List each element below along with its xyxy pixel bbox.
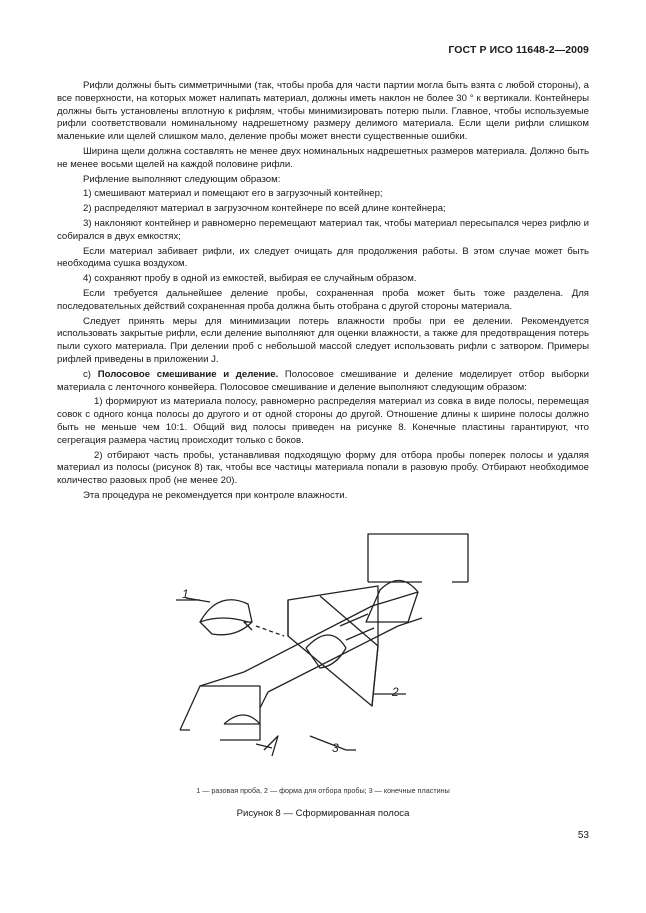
- figure-caption: Рисунок 8 — Сформированная полоса: [236, 808, 410, 819]
- document-standard-header: ГОСТ Р ИСО 11648-2—2009: [448, 44, 589, 56]
- section-c-title: Полосовое смешивание и деление.: [97, 368, 279, 380]
- paragraph: Рифление выполняют следующим образом:: [83, 173, 281, 185]
- callout-3: 3: [332, 741, 339, 755]
- paragraph: Следует принять меры для минимизации потерь влажности пробы при ее делении. Рекомендуется использовать закрытые рифли, если деление выполняют для оценки влажности, а также для предотвращения потерь пыли сухого материала. При делении проб с небольшой массой следует использовать рифли с затвором. Примеры рифлей приведены в приложении J.: [57, 315, 589, 365]
- step-item: 1) формируют из материала полосу, равномерно распределяя материал из совка в виде полосы, перемещая совок с одного конца полосы до другого и от одной стороны до другой. Отношение длины к ширине полосы должно быть не меньше чем 10:1. Общий вид полосы приведен на рисунке 8. Конечные пластины гарантируют, что сегрегация размера частиц происходит только с боков.: [57, 396, 589, 446]
- paragraph: Рифли должны быть симметричными (так, чтобы проба для части партии могла быть взята с любой стороны), а все поверхности, на которых может налипать материал, должны иметь наклон не более 30 ° к вертикали. Контейнеры должны быть установлены вплотную к рифлям, чтобы минимизировать потерю пыли. Главное, чтобы используемые рифли соответствовали номинальному надрешетному размеру делимого материала. Если щели рифли слишком маленькие или щелей слишком мало, деление пробы может внести существенные ошибки.: [57, 80, 589, 143]
- paragraph: Если материал забивает рифли, их следует очищать для продолжения работы. В этом случае может быть необходима сушка воздухом.: [57, 245, 589, 270]
- list-item: 4) сохраняют пробу в одной из емкостей, выбирая ее случайным образом.: [83, 273, 417, 285]
- section-c-paragraph: [57, 369, 589, 395]
- end-plate-back: [368, 534, 468, 582]
- detached-sample: [200, 600, 252, 635]
- section-c-text: Полосовое смешивание и деление моделирует отбор выборки материала с ленточного конвейера. Полосовое смешивание и деление выполняют следующим образом:: [57, 368, 589, 393]
- body-text: [57, 80, 589, 505]
- paragraph: Если требуется дальнейшее деление пробы, сохраненная проба может быть тоже разделена. Для последовательных действий сохраненная проба должна быть отобрана с другой стороны материала.: [57, 287, 589, 312]
- end-plate-front: [180, 686, 260, 740]
- callout-2: 2: [392, 685, 399, 699]
- list-item: 3) наклоняют контейнер и равномерно перемещают материал так, чтобы материал пересыпался через рифлю и собирался в двух емкостях;: [57, 217, 589, 242]
- container-box: [288, 586, 378, 706]
- page-number: 53: [577, 830, 589, 841]
- callout-1: 1: [182, 587, 189, 601]
- paragraph: Эта процедура не рекомендуется при контроле влажности.: [83, 489, 348, 501]
- strip-drawing: [160, 518, 490, 778]
- section-c-lead: c): [83, 368, 98, 380]
- figure-legend: 1 — разовая проба, 2 — форма для отбора пробы; 3 — конечные пластины: [196, 786, 450, 795]
- step-item: 2) отбирают часть пробы, устанавливая подходящую форму для отбора пробы поперек полосы и удаляя материал из полосы (рисунок 8) так, чтобы все частицы материала попали в разовую пробу. Отбирают необходимое количество разовых проб (не менее 20).: [57, 449, 589, 487]
- paragraph: Ширина щели должна составлять не менее двух номинальных надрешетных размеров материала. Должно быть не менее восьми щелей на каждой половине рифли.: [57, 145, 589, 170]
- list-item: 1) смешивают материал и помещают его в загрузочный контейнер;: [83, 188, 383, 200]
- figure-8-illustration: [160, 518, 490, 778]
- list-item: 2) распределяют материал в загрузочном контейнере по всей длине контейнера;: [83, 203, 446, 215]
